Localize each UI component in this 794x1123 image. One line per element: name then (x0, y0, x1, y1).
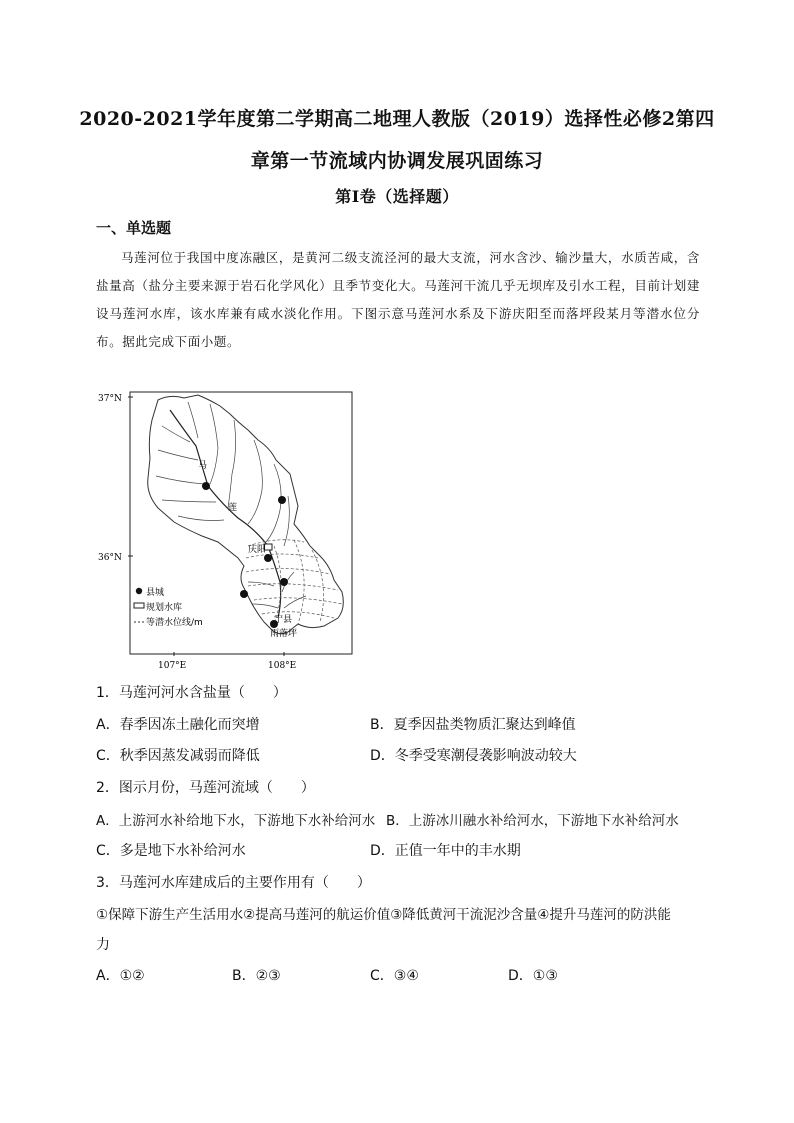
lon-107-label: 107°E (158, 661, 187, 671)
question-3-option-a[interactable]: A．①② (96, 968, 145, 984)
question-3-option-b[interactable]: B．②③ (232, 968, 281, 984)
passage (96, 244, 700, 356)
main-river (170, 410, 281, 618)
question-3-statements-cont: 力 (96, 937, 110, 953)
city-label-ningxian: 宁县 (274, 615, 293, 625)
river-label-ma: 马 (198, 461, 208, 471)
map-legend (134, 586, 203, 628)
question-2-stem: 2．图示月份，马莲河流域（ ） (96, 780, 315, 796)
river-basin-map (98, 386, 358, 672)
passage-text: 马莲河位于我国中度冻融区，是黄河二级支流泾河的最大支流，河水含沙、输沙量大，水质苦咸，含盐量高（盐分主要来源于岩石化学风化）且季节变化大。马莲河干流几乎无坝库及引水工程，目前计划建设马莲河水库，该水库兼有咸水淡化作用。下图示意马莲河水系及下游庆阳至而落坪段某月等潜水位分布。据此完成下面小题。 (96, 250, 700, 349)
question-2-option-c[interactable]: C．多是地下水补给河水 (96, 843, 246, 859)
question-1-option-d[interactable]: D．冬季受寒潮侵袭影响波动较大 (370, 748, 577, 764)
question-1-stem: 1．马莲河河水含盐量（ ） (96, 685, 287, 701)
city-label-qingyang: 庆阳 (248, 545, 267, 555)
title-line-1: 2020-2021学年度第二学期高二地理人教版（2019）选择性必修2第四 (79, 108, 715, 130)
legend-reservoir: 规划水库 (146, 603, 183, 613)
question-1-option-c[interactable]: C．秋季因蒸发减弱而降低 (96, 748, 260, 764)
question-1-option-b[interactable]: B．夏季因盐类物质汇聚达到峰值 (370, 717, 576, 733)
question-3-option-c[interactable]: C．③④ (370, 968, 419, 984)
lon-108-label: 108°E (268, 661, 297, 671)
question-3-statements: ①保障下游生产生活用水②提高马莲河的航运价值③降低黄河干流泥沙含量④提升马莲河的防洪能 (96, 907, 671, 923)
basin-boundary (148, 395, 344, 634)
question-2-option-d[interactable]: D．正值一年中的丰水期 (370, 843, 521, 859)
question-3-stem: 3．马莲河水库建成后的主要作用有（ ） (96, 875, 371, 891)
lat-37-label: 37°N (98, 394, 122, 404)
lat-36-label: 36°N (98, 553, 122, 563)
question-3-option-d[interactable]: D．①③ (508, 968, 558, 984)
question-1-option-a[interactable]: A．春季因冻土融化而突增 (96, 717, 260, 733)
section-heading: 一、单选题 (96, 219, 172, 237)
legend-contour: 等潜水位线/m (146, 618, 203, 628)
title-line-2: 章第一节流域内协调发展巩固练习 (250, 150, 544, 172)
city-label-yuluoping: 雨落坪 (270, 629, 298, 639)
county-dots (202, 482, 288, 628)
river-label-lian: 莲 (228, 503, 238, 513)
volume-heading: 第I卷（选择题） (335, 187, 459, 206)
legend-county: 县城 (146, 588, 165, 598)
question-2-option-a[interactable]: A．上游河水补给地下水，下游地下水补给河水 (96, 813, 376, 829)
question-2-option-b[interactable]: B．上游冰川融水补给河水，下游地下水补给河水 (386, 813, 679, 829)
